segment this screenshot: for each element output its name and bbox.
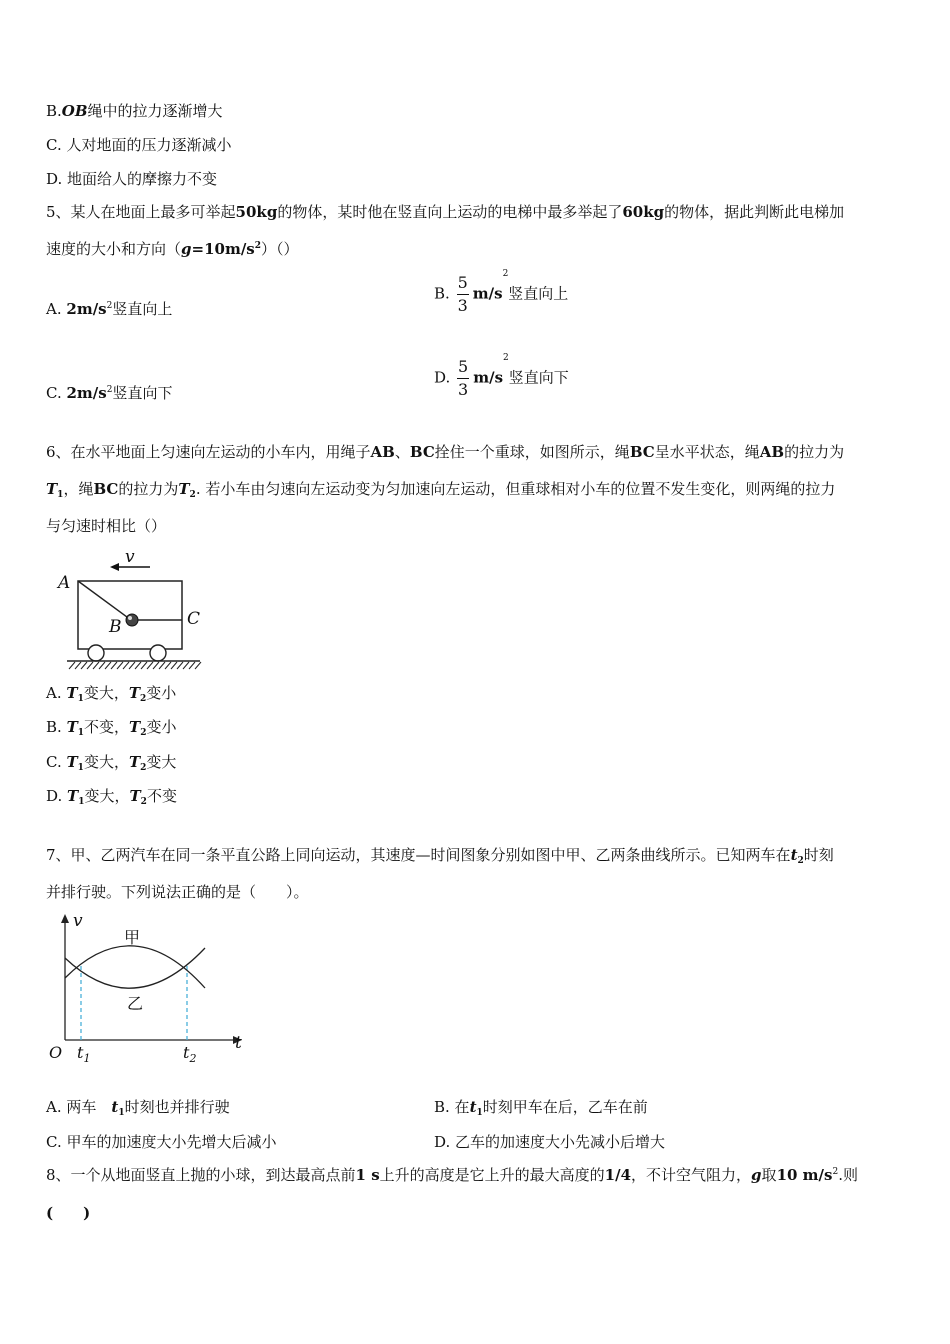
q5-option-b: B. $\frac{5}{3}$ $m/s^2$竖直向上 bbox=[434, 269, 569, 315]
velocity-arrowhead bbox=[110, 563, 119, 571]
q5-option-a: A. $2m/s^2$竖直向上 bbox=[46, 300, 173, 318]
v-axis-arrowhead bbox=[61, 914, 69, 923]
point-b-label: B bbox=[109, 617, 122, 637]
t-axis-label: t bbox=[235, 1033, 242, 1053]
velocity-time-graph bbox=[45, 910, 250, 1070]
q5-option-c: C. $2m/s^2$竖直向下 bbox=[46, 384, 173, 402]
q4-option-c: C. 人对地面的压力逐渐减小 bbox=[46, 136, 232, 154]
curve-jia-label: 甲 bbox=[124, 928, 141, 947]
ground-hatch bbox=[69, 662, 201, 669]
origin-label: O bbox=[49, 1043, 63, 1062]
cart-figure bbox=[55, 548, 205, 673]
curve-yi-label: 乙 bbox=[127, 994, 144, 1013]
fraction-five-thirds: $\frac{5}{3}$ bbox=[457, 273, 468, 315]
q7-option-d: D. 乙车的加速度大小先减小后增大 bbox=[434, 1133, 666, 1151]
q7-stem-line2: 并排行驶。下列说法正确的是（ ）。 bbox=[46, 883, 309, 901]
q7-option-a: A. 两车 $t_1$时刻也并排行驶 bbox=[46, 1098, 230, 1118]
q6-option-d: D. $T_1$变大，$T_2$不变 bbox=[46, 787, 177, 807]
q7-stem-line1: 7、甲、乙两汽车在同一条平直公路上同向运动，其速度—时间图象分别如图中甲、乙两条曲线所示。已知两车在$t_2$时刻 bbox=[46, 846, 834, 866]
q6-option-a: A. $T_1$变大，$T_2$变小 bbox=[46, 684, 177, 704]
q6-stem-line1: 6、在水平地面上匀速向左运动的小车内，用绳子AB、BC拴住一个重球，如图所示，绳BC呈水平状态，绳AB的拉力为 bbox=[46, 443, 845, 461]
rope-ab bbox=[78, 581, 131, 620]
q7-option-c: C. 甲车的加速度大小先增大后减小 bbox=[46, 1133, 277, 1151]
ball bbox=[126, 614, 138, 626]
q8-stem-line2: ( ) bbox=[46, 1204, 91, 1222]
q8-stem-line1: 8、一个从地面竖直上抛的小球，到达最高点前1 s上升的高度是它上升的最大高度的1/4，不计空气阻力，g取10 $m/s^2$.则 bbox=[46, 1166, 858, 1184]
t1-label: $t_1$ bbox=[77, 1043, 91, 1065]
q6-stem-line3: 与匀速时相比（） bbox=[46, 517, 167, 535]
q4-option-d: D. 地面给人的摩擦力不变 bbox=[46, 170, 218, 188]
wheel-left bbox=[88, 645, 104, 661]
point-c-label: C bbox=[187, 609, 201, 629]
t2-label: $t_2$ bbox=[183, 1043, 197, 1065]
q6-option-c: C. $T_1$变大，$T_2$变大 bbox=[46, 753, 177, 773]
fraction-five-thirds: $\frac{5}{3}$ bbox=[458, 357, 469, 399]
q5-option-d: D. $\frac{5}{3}$ $m/s^2$竖直向下 bbox=[434, 353, 569, 399]
point-a-label: A bbox=[58, 573, 71, 593]
velocity-label: v bbox=[125, 548, 135, 567]
v-axis-label: v bbox=[73, 911, 83, 931]
q4-option-b: B.OB绳中的拉力逐渐增大 bbox=[46, 102, 223, 120]
wheel-right bbox=[150, 645, 166, 661]
q5-stem-line1: 5、某人在地面上最多可举起50kg的物体，某时他在竖直向上运动的电梯中最多举起了60kg的物体，据此判断此电梯加 bbox=[46, 203, 845, 221]
q7-option-b: B. 在$t_1$时刻甲车在后，乙车在前 bbox=[434, 1098, 648, 1118]
q6-stem-line2: $T_1$，绳BC的拉力为$T_2$. 若小车由匀速向左运动变为匀加速向左运动，但重球相对小车的位置不发生变化，则两绳的拉力 bbox=[46, 480, 836, 500]
q6-option-b: B. $T_1$不变，$T_2$变小 bbox=[46, 718, 177, 738]
q5-stem-line2: 速度的大小和方向$(g=10m/s^2)()$ bbox=[46, 240, 299, 258]
